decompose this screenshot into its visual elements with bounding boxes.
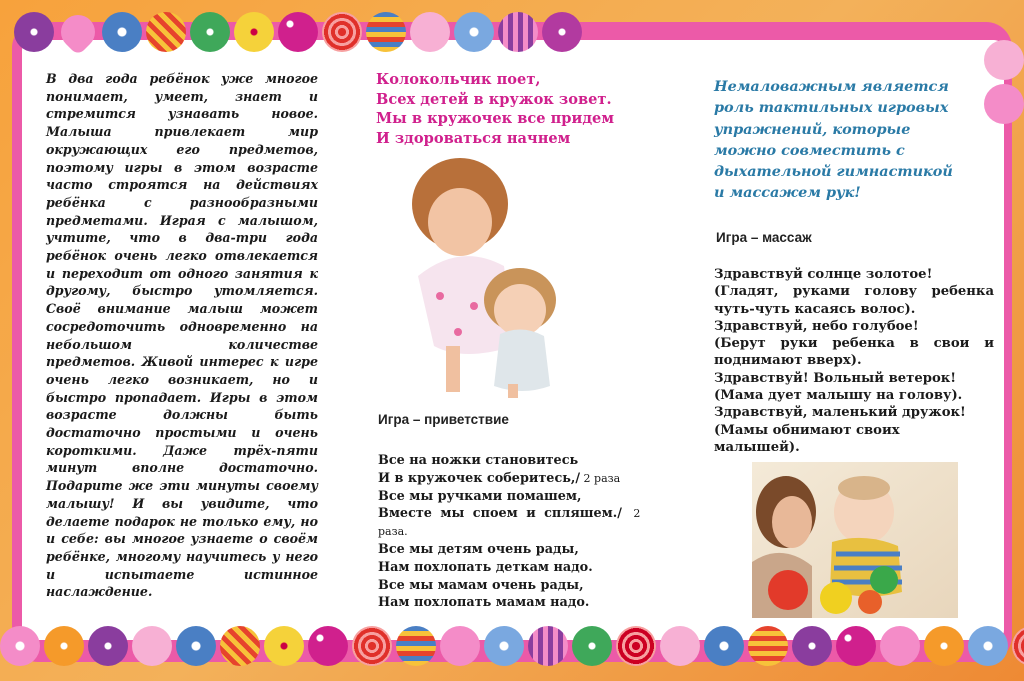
intro-line: можно совместить с bbox=[714, 141, 905, 159]
intro-line: упражнений, которые bbox=[714, 120, 911, 138]
red-swirl-ornament bbox=[1012, 626, 1024, 666]
orange-button-ornament bbox=[44, 626, 84, 666]
pink-heart-ornament bbox=[880, 626, 920, 666]
massage-line: Здравствуй, небо голубое! bbox=[714, 318, 919, 334]
massage-line: (Мамы обнимают своих bbox=[714, 422, 900, 438]
striped-button-ornament bbox=[366, 12, 406, 52]
massage-line: Здравствуй, маленький дружок! bbox=[714, 405, 966, 421]
striped-button-ornament bbox=[396, 626, 436, 666]
greeting-game-verse bbox=[378, 452, 668, 612]
pink-heart-ornament bbox=[440, 626, 480, 666]
verse-line: Нам похлопать деткам надо. bbox=[378, 559, 593, 575]
massage-line: (Гладят, руками голову ребенка bbox=[714, 284, 994, 300]
red-striped-ornament bbox=[220, 626, 260, 666]
pink-heart-ornament bbox=[132, 626, 172, 666]
verse-line: И в кружочек соберитесь,/ 2 раза bbox=[378, 470, 621, 486]
blue-button-ornament bbox=[454, 12, 494, 52]
top-ornament-row bbox=[14, 12, 582, 52]
mother-baby-photo bbox=[752, 462, 958, 618]
poem-line: И здороваться начнем bbox=[376, 129, 571, 147]
yellow-button-ornament bbox=[234, 12, 274, 52]
poem-line: Всех детей в кружок зовет. bbox=[376, 90, 612, 108]
striped-button-ornament bbox=[748, 626, 788, 666]
bell-poem bbox=[376, 70, 666, 148]
magenta-dotted-ornament bbox=[308, 626, 348, 666]
two-girls-photo bbox=[404, 156, 572, 400]
greeting-game-title: Игра – приветствие bbox=[378, 412, 509, 427]
poem-line: Мы в кружочек все придем bbox=[376, 110, 615, 127]
massage-line: Здравствуй солнце золотое! bbox=[714, 267, 933, 282]
orange-button-ornament bbox=[924, 626, 964, 666]
verse-line: Вместе мы споем и спляшем./ 2 bbox=[378, 506, 641, 522]
massage-line: (Берут руки ребенка в свои и bbox=[714, 336, 994, 352]
pink-heart-ornament bbox=[660, 626, 700, 666]
pink-heart-ornament bbox=[410, 12, 450, 52]
purple-button-ornament bbox=[792, 626, 832, 666]
red-swirl-ornament bbox=[322, 12, 362, 52]
red-swirl-ornament bbox=[352, 626, 392, 666]
massage-line: поднимают вверх). bbox=[714, 353, 862, 369]
intro-line: и массажем рук! bbox=[714, 184, 861, 202]
massage-game-title: Игра – массаж bbox=[716, 230, 812, 245]
blue-button-ornament bbox=[102, 12, 142, 52]
red-swirl-ornament bbox=[616, 626, 656, 666]
blue-button-ornament bbox=[704, 626, 744, 666]
violet-striped-ornament bbox=[498, 12, 538, 52]
intro-line: Немаловажным является bbox=[714, 78, 949, 95]
blue-button-ornament bbox=[176, 626, 216, 666]
intro-line: роль тактильных игровых bbox=[714, 99, 949, 117]
purple-button-ornament bbox=[88, 626, 128, 666]
blue-button-ornament bbox=[484, 626, 524, 666]
violet-striped-ornament bbox=[528, 626, 568, 666]
verse-line: Все мы мамам очень рады, bbox=[378, 577, 584, 593]
verse-line: Все на ножки становитесь bbox=[378, 453, 579, 468]
magenta-dotted-ornament bbox=[278, 12, 318, 52]
massage-line: малышей). bbox=[714, 439, 800, 455]
intro-line: дыхательной гимнастикой bbox=[714, 163, 953, 181]
purple-button-ornament bbox=[14, 12, 54, 52]
green-button-ornament bbox=[190, 12, 230, 52]
verse-line: раза. bbox=[378, 525, 408, 539]
verse-line: Нам похлопать мамам надо. bbox=[378, 595, 590, 611]
pink-heart-ornament bbox=[984, 40, 1024, 80]
pink-flower-ornament bbox=[0, 626, 40, 666]
massage-game-verse bbox=[714, 266, 994, 456]
verse-line: Все мы детям очень рады, bbox=[378, 541, 579, 557]
right-intro-text bbox=[714, 76, 994, 204]
purple-button-ornament bbox=[542, 12, 582, 52]
green-button-ornament bbox=[572, 626, 612, 666]
magenta-dotted-ornament bbox=[836, 626, 876, 666]
pink-heart-ornament bbox=[54, 8, 102, 56]
massage-line: (Мама дует малышу на голову). bbox=[714, 388, 963, 404]
poem-line: Колокольчик поет, bbox=[376, 71, 541, 88]
red-striped-ornament bbox=[146, 12, 186, 52]
massage-line: Здравствуй! Вольный ветерок! bbox=[714, 370, 957, 386]
left-article-text: В два года ребёнок уже многое понимает, умеет, знает и стремится узнавать новое. Малыша привлекает мир окружающих его предметов, поэтому игры в этом возрасте часто строятся на действиях ребёнка с разнообразными предметами. Играя с малышом, учтите, что в два-три года ребёнок очень легко отвлекается и переходит от одного занятия к другому, быстро утомляется. Своё внимание малыш может сосредоточить одновременно на небольшом количестве предметов. Живой интерес к игре очень легко возникает, но и быстро пропадает. Игры в этом возрасте должны быть достаточно простыми и очень короткими. Даже трёх-пяти минут вполне достаточно. Подарите же эти минуты своему малышу! И вы увидите, что делаете подарок не только ему, но и себе: вы многое узнаете о своём ребёнке, многому научитесь у него и испытаете истинное наслаждение. bbox=[46, 71, 318, 600]
bottom-ornament-row bbox=[0, 626, 1024, 666]
blue-button-ornament bbox=[968, 626, 1008, 666]
yellow-button-ornament bbox=[264, 626, 304, 666]
verse-line: Все мы ручками помашем, bbox=[378, 488, 582, 504]
massage-line: чуть-чуть касаясь волос). bbox=[714, 301, 916, 317]
